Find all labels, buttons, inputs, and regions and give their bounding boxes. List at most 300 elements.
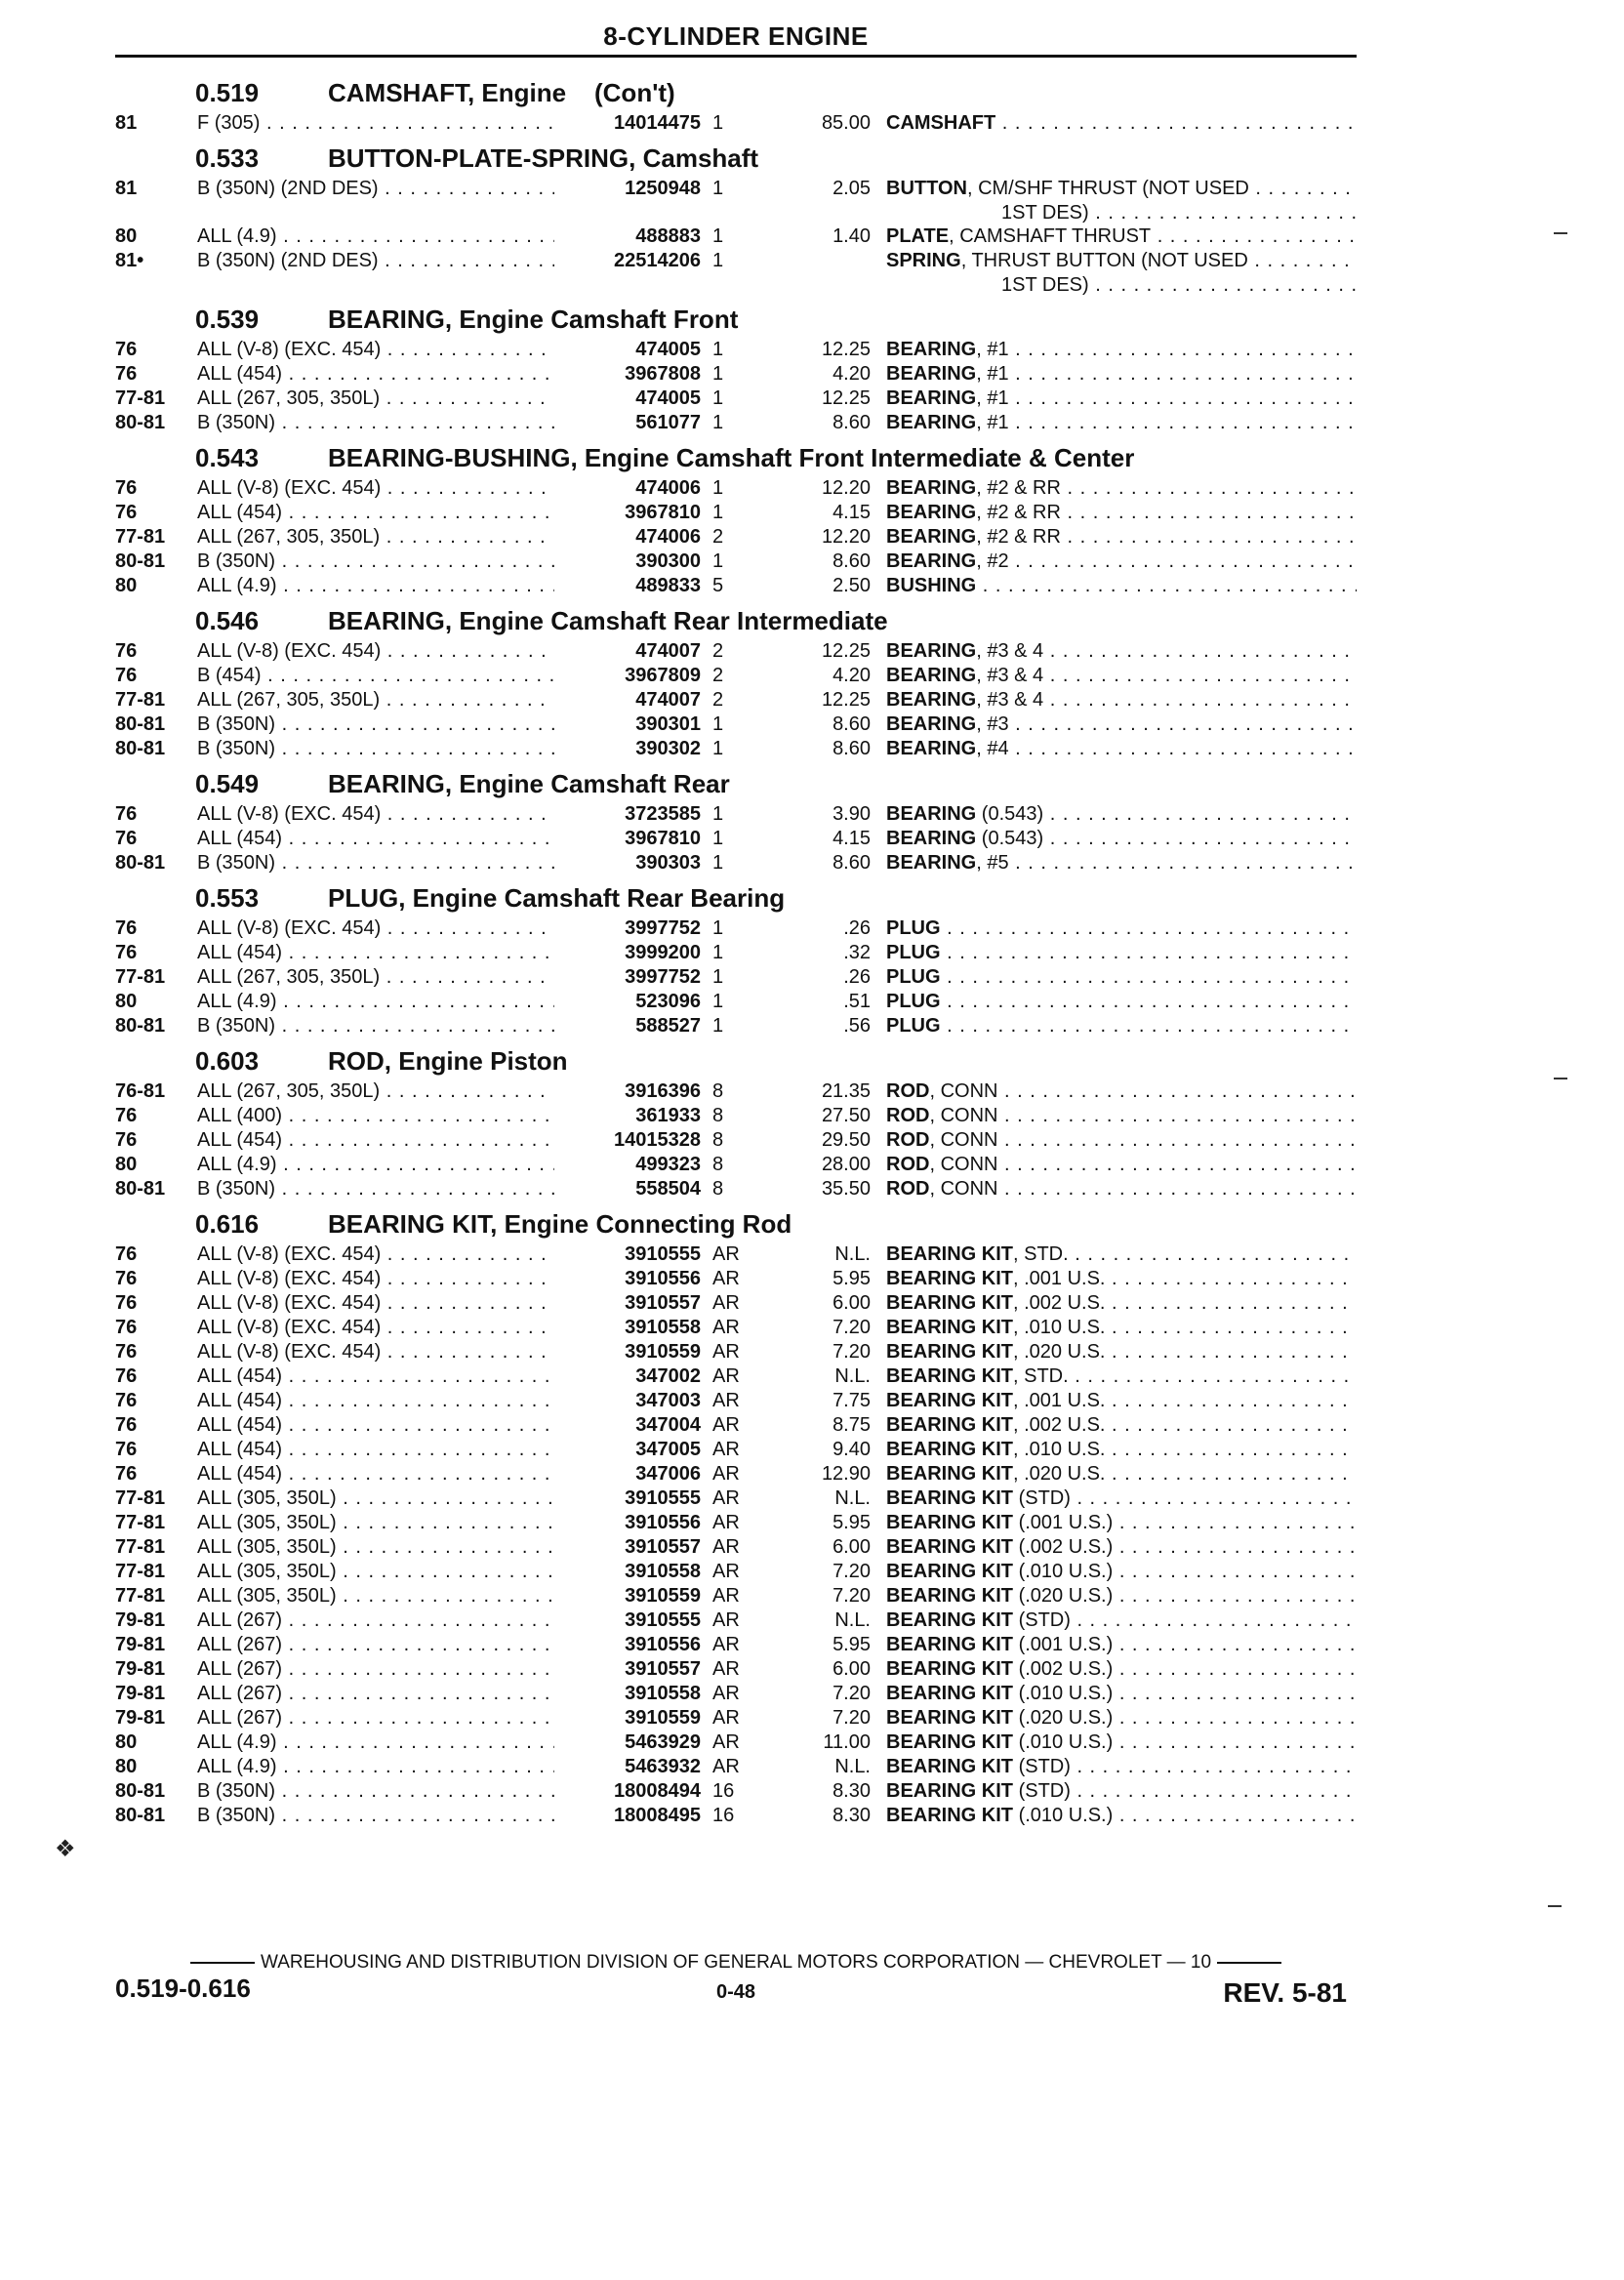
model-description: ALL (V-8) (EXC. 454) . . .: [197, 803, 580, 825]
model-cell: [197, 802, 580, 827]
part-description: BEARING, #3 & 4 . . .: [886, 639, 1357, 664]
model-cell: [197, 664, 580, 688]
description-cell: [886, 1584, 1357, 1608]
model-description: B (350N) . . .: [197, 852, 580, 874]
model-description: ALL (454) . . .: [197, 828, 580, 849]
parts-sections: [115, 70, 1357, 1828]
price: 4.20: [832, 363, 871, 385]
description-cell: [886, 1608, 1357, 1633]
part-description: SPRING, THRUST BUTTON (NOT USED . . .: [886, 249, 1357, 273]
model-year: 80-81: [115, 1015, 166, 1037]
part-description: BEARING, #3 & 4 . . .: [886, 664, 1357, 688]
table-row: [115, 1730, 1357, 1755]
part-number: 347005: [554, 1438, 701, 1462]
model-year: 77-81: [115, 1561, 166, 1582]
part-description: BEARING KIT, .010 U.S. . . .: [886, 1316, 1357, 1340]
model-year: 76-81: [115, 1080, 166, 1102]
quantity: 1: [712, 250, 724, 271]
description-cell: [886, 802, 1357, 827]
price: 8.60: [832, 412, 871, 433]
model-description: ALL (267) . . .: [197, 1658, 580, 1680]
margin-mark: [1554, 1078, 1567, 1079]
description-cell: [886, 1104, 1357, 1128]
model-description: ALL (4.9) . . .: [197, 575, 580, 596]
model-year: 79-81: [115, 1609, 166, 1631]
section-title: [115, 74, 1357, 111]
description-cell: [886, 1413, 1357, 1438]
model-year: 80-81: [115, 852, 166, 874]
description-cell: [886, 1177, 1357, 1201]
part-number: 3910559: [554, 1706, 701, 1730]
part-description: ROD, CONN . . .: [886, 1177, 1357, 1201]
part-description: BEARING, #1 . . .: [886, 387, 1357, 411]
quantity: 1: [712, 803, 724, 825]
table-row: [115, 1177, 1357, 1201]
quantity: AR: [712, 1268, 740, 1289]
part-description: BEARING, #1 . . .: [886, 411, 1357, 435]
description-cell: [886, 737, 1357, 761]
description-cell: [886, 1364, 1357, 1389]
model-cell: [197, 249, 580, 273]
part-number: 3910556: [554, 1633, 701, 1657]
price: N.L.: [834, 1365, 871, 1387]
part-description: BEARING, #1 . . .: [886, 338, 1357, 362]
section-heading: BUTTON-PLATE-SPRING, Camshaft: [328, 143, 759, 173]
model-cell: [197, 525, 580, 550]
table-row: [115, 1486, 1357, 1511]
price: N.L.: [834, 1756, 871, 1777]
model-year: 80-81: [115, 713, 166, 735]
part-number: 3910559: [554, 1584, 701, 1608]
model-description: ALL (305, 350L) . . .: [197, 1536, 580, 1558]
model-cell: [197, 550, 580, 574]
description-cell: [886, 827, 1357, 851]
model-year: 76: [115, 942, 138, 963]
model-description: ALL (V-8) (EXC. 454) . . .: [197, 1341, 580, 1363]
quantity: AR: [712, 1683, 740, 1704]
description-cell: [886, 1153, 1357, 1177]
part-number: 14015328: [554, 1128, 701, 1153]
price: 4.15: [832, 828, 871, 849]
model-description: ALL (V-8) (EXC. 454) . . .: [197, 1243, 580, 1265]
price: 5.95: [832, 1634, 871, 1655]
part-description: CAMSHAFT . . .: [886, 111, 1357, 136]
quantity: AR: [712, 1536, 740, 1558]
model-description: ALL (454) . . .: [197, 1414, 580, 1436]
model-year: 76: [115, 917, 138, 939]
table-row: [115, 1242, 1357, 1267]
quantity: AR: [712, 1341, 740, 1363]
model-description: ALL (454) . . .: [197, 1463, 580, 1485]
model-year: 80-81: [115, 1805, 166, 1826]
model-cell: [197, 362, 580, 387]
part-description: BEARING, #2 & RR . . .: [886, 476, 1357, 501]
price: 7.20: [832, 1341, 871, 1363]
part-description: BEARING KIT, STD. . . .: [886, 1242, 1357, 1267]
part-number: 474006: [554, 476, 701, 501]
part-description-cont: 1ST DES) . . .: [886, 273, 1357, 298]
margin-mark: [1548, 1905, 1562, 1907]
section-number: 0.539: [195, 305, 260, 334]
model-cell: [197, 476, 580, 501]
section-title: [115, 439, 1357, 476]
model-description: ALL (V-8) (EXC. 454) . . .: [197, 1317, 580, 1338]
section-number: 0.616: [195, 1209, 260, 1239]
quantity: 2: [712, 640, 724, 662]
price: 7.20: [832, 1585, 871, 1607]
price: 6.00: [832, 1536, 871, 1558]
quantity: 16: [712, 1805, 735, 1826]
table-row: [115, 1779, 1357, 1804]
description-cell: [886, 1511, 1357, 1535]
quantity: AR: [712, 1561, 740, 1582]
model-year: 79-81: [115, 1658, 166, 1680]
header-rule: [115, 55, 1357, 58]
part-description: BEARING KIT (.001 U.S.) . . .: [886, 1633, 1357, 1657]
model-cell: [197, 965, 580, 990]
model-year: 76: [115, 1317, 138, 1338]
model-description: ALL (267, 305, 350L) . . .: [197, 526, 580, 548]
model-description: ALL (267) . . .: [197, 1634, 580, 1655]
section-number: 0.543: [195, 443, 260, 472]
part-description: BEARING, #2 . . .: [886, 550, 1357, 574]
description-cell: [886, 916, 1357, 941]
table-row: [115, 550, 1357, 574]
model-description: ALL (V-8) (EXC. 454) . . .: [197, 477, 580, 499]
quantity: 8: [712, 1080, 724, 1102]
table-row: [115, 851, 1357, 875]
table-row: [115, 990, 1357, 1014]
model-description: B (350N) . . .: [197, 1805, 580, 1826]
section-number: 0.519: [195, 78, 260, 107]
part-number: 22514206: [554, 249, 701, 273]
description-cell: [886, 338, 1357, 362]
description-cell: [886, 1535, 1357, 1560]
model-year: 81: [115, 178, 138, 199]
model-cell: [197, 851, 580, 875]
part-number: 474005: [554, 338, 701, 362]
part-description: PLUG . . .: [886, 916, 1357, 941]
model-cell: [197, 111, 580, 136]
description-cell: [886, 1242, 1357, 1267]
table-row: [115, 1438, 1357, 1462]
model-cell: [197, 1104, 580, 1128]
part-number: 3910555: [554, 1486, 701, 1511]
model-year: 80-81: [115, 1780, 166, 1802]
table-row: [115, 1104, 1357, 1128]
section-heading: BEARING-BUSHING, Engine Camshaft Front Intermediate & Center: [328, 443, 1135, 472]
footer-division: WAREHOUSING AND DISTRIBUTION DIVISION OF GENERAL MOTORS CORPORATION — CHEVROLET — 10: [115, 1952, 1357, 1974]
part-description: BEARING, #1 . . .: [886, 362, 1357, 387]
part-number: 561077: [554, 411, 701, 435]
section-title: [115, 1205, 1357, 1242]
price: 7.20: [832, 1707, 871, 1729]
description-cell: [886, 1779, 1357, 1804]
price: 5.95: [832, 1512, 871, 1533]
price: 21.35: [821, 1080, 871, 1102]
quantity: 2: [712, 526, 724, 548]
model-description: ALL (V-8) (EXC. 454) . . .: [197, 640, 580, 662]
model-description: B (350N) . . .: [197, 412, 580, 433]
table-row: [115, 249, 1357, 297]
section-title: [115, 1042, 1357, 1079]
table-row: [115, 1682, 1357, 1706]
model-description: B (350N) . . .: [197, 550, 580, 572]
model-year: 80-81: [115, 412, 166, 433]
model-cell: [197, 1177, 580, 1201]
model-year: 76: [115, 1341, 138, 1363]
model-year: 76: [115, 363, 138, 385]
description-cell: [886, 411, 1357, 435]
part-description: PLUG . . .: [886, 990, 1357, 1014]
model-cell: [197, 1267, 580, 1291]
part-description: BEARING KIT, .001 U.S. . . .: [886, 1389, 1357, 1413]
part-number: 347002: [554, 1364, 701, 1389]
model-cell: [197, 990, 580, 1014]
part-description: PLUG . . .: [886, 965, 1357, 990]
table-row: [115, 338, 1357, 362]
model-cell: [197, 1438, 580, 1462]
description-cell: [886, 1486, 1357, 1511]
quantity: 8: [712, 1105, 724, 1126]
quantity: AR: [712, 1585, 740, 1607]
table-row: [115, 1267, 1357, 1291]
part-description: BEARING KIT (STD) . . .: [886, 1608, 1357, 1633]
price: N.L.: [834, 1487, 871, 1509]
quantity: AR: [712, 1756, 740, 1777]
table-row: [115, 1462, 1357, 1486]
quantity: AR: [712, 1731, 740, 1753]
model-cell: [197, 1242, 580, 1267]
footer-revision: REV. 5-81: [1223, 1977, 1347, 2008]
quantity: 1: [712, 550, 724, 572]
model-cell: [197, 1413, 580, 1438]
part-number: 5463932: [554, 1755, 701, 1779]
section-title: [115, 879, 1357, 916]
model-year: 76: [115, 1365, 138, 1387]
model-cell: [197, 1608, 580, 1633]
part-description: BEARING KIT (.002 U.S.) . . .: [886, 1535, 1357, 1560]
model-cell: [197, 1511, 580, 1535]
model-cell: [197, 1486, 580, 1511]
part-number: 18008495: [554, 1804, 701, 1828]
price: N.L.: [834, 1609, 871, 1631]
model-year: 77-81: [115, 1512, 166, 1533]
quantity: 2: [712, 689, 724, 711]
price: 9.40: [832, 1439, 871, 1460]
model-cell: [197, 737, 580, 761]
model-year: 80: [115, 1731, 138, 1753]
model-cell: [197, 1560, 580, 1584]
model-cell: [197, 1340, 580, 1364]
model-cell: [197, 1706, 580, 1730]
quantity: 8: [712, 1154, 724, 1175]
quantity: 1: [712, 738, 724, 759]
model-year: 76: [115, 477, 138, 499]
price: 12.90: [821, 1463, 871, 1485]
part-number: 390302: [554, 737, 701, 761]
description-cell: [886, 501, 1357, 525]
model-year: 76: [115, 339, 138, 360]
model-year: 80: [115, 991, 138, 1012]
model-description: ALL (267, 305, 350L) . . .: [197, 689, 580, 711]
table-row: [115, 574, 1357, 598]
table-row: [115, 941, 1357, 965]
model-cell: [197, 1079, 580, 1104]
model-year: 76: [115, 640, 138, 662]
part-description: BEARING KIT, .010 U.S. . . .: [886, 1438, 1357, 1462]
model-year: 80-81: [115, 550, 166, 572]
model-cell: [197, 1730, 580, 1755]
description-cell: [886, 476, 1357, 501]
part-number: 3910558: [554, 1560, 701, 1584]
part-description: BEARING KIT, .020 U.S. . . .: [886, 1462, 1357, 1486]
description-cell: [886, 249, 1357, 298]
description-cell: [886, 1560, 1357, 1584]
part-number: 390303: [554, 851, 701, 875]
description-cell: [886, 1340, 1357, 1364]
quantity: 2: [712, 665, 724, 686]
model-description: ALL (454) . . .: [197, 942, 580, 963]
price: N.L.: [834, 1243, 871, 1265]
table-row: [115, 1560, 1357, 1584]
table-row: [115, 1657, 1357, 1682]
quantity: 8: [712, 1129, 724, 1151]
price: 5.95: [832, 1268, 871, 1289]
model-year: 76: [115, 502, 138, 523]
model-cell: [197, 387, 580, 411]
description-cell: [886, 1657, 1357, 1682]
price: 85.00: [821, 112, 871, 134]
model-year: 81: [115, 112, 138, 134]
part-description: PLATE, CAMSHAFT THRUST . . .: [886, 224, 1357, 249]
model-description: ALL (305, 350L) . . .: [197, 1487, 580, 1509]
table-row: [115, 1804, 1357, 1828]
model-cell: [197, 1657, 580, 1682]
price: 8.60: [832, 852, 871, 874]
section-heading: ROD, Engine Piston: [328, 1046, 568, 1076]
model-year: 76: [115, 1105, 138, 1126]
description-cell: [886, 941, 1357, 965]
model-cell: [197, 1584, 580, 1608]
table-row: [115, 1014, 1357, 1038]
price: 2.05: [832, 178, 871, 199]
table-row: [115, 827, 1357, 851]
price: 28.00: [821, 1154, 871, 1175]
model-year: 77-81: [115, 526, 166, 548]
model-description: ALL (4.9) . . .: [197, 991, 580, 1012]
model-description: ALL (V-8) (EXC. 454) . . .: [197, 1268, 580, 1289]
quantity: 1: [712, 339, 724, 360]
section-heading: BEARING, Engine Camshaft Front: [328, 305, 739, 334]
price: 27.50: [821, 1105, 871, 1126]
model-cell: [197, 1316, 580, 1340]
price: 7.20: [832, 1561, 871, 1582]
description-cell: [886, 1462, 1357, 1486]
price: 29.50: [821, 1129, 871, 1151]
section-heading: BEARING, Engine Camshaft Rear Intermediate: [328, 606, 888, 635]
description-cell: [886, 550, 1357, 574]
table-row: [115, 1633, 1357, 1657]
part-description: BEARING KIT, .002 U.S. . . .: [886, 1291, 1357, 1316]
table-row: [115, 1153, 1357, 1177]
price: 8.60: [832, 550, 871, 572]
quantity: 1: [712, 412, 724, 433]
description-cell: [886, 990, 1357, 1014]
part-description: BEARING, #2 & RR . . .: [886, 525, 1357, 550]
model-description: ALL (4.9) . . .: [197, 225, 580, 247]
price: 3.90: [832, 803, 871, 825]
model-year: 77-81: [115, 689, 166, 711]
model-year: 76: [115, 1390, 138, 1411]
model-cell: [197, 501, 580, 525]
model-year: 76: [115, 1243, 138, 1265]
price: 7.75: [832, 1390, 871, 1411]
quantity: AR: [712, 1609, 740, 1631]
model-year: 76: [115, 1414, 138, 1436]
description-cell: [886, 177, 1357, 225]
model-cell: [197, 1462, 580, 1486]
table-row: [115, 111, 1357, 136]
description-cell: [886, 639, 1357, 664]
section-heading: BEARING, Engine Camshaft Rear: [328, 769, 730, 798]
price: 11.00: [823, 1731, 871, 1753]
quantity: 5: [712, 575, 724, 596]
price: 12.20: [821, 526, 871, 548]
model-cell: [197, 1364, 580, 1389]
model-cell: [197, 411, 580, 435]
description-cell: [886, 1804, 1357, 1828]
table-row: [115, 916, 1357, 941]
table-row: [115, 1511, 1357, 1535]
part-number: 474007: [554, 688, 701, 712]
model-description: B (350N) (2ND DES) . . .: [197, 178, 580, 199]
price: .26: [843, 917, 871, 939]
table-row: [115, 177, 1357, 224]
part-number: 14014475: [554, 111, 701, 136]
model-cell: [197, 177, 580, 201]
footer-page-number: 0-48: [715, 1981, 756, 2003]
model-description: B (350N) . . .: [197, 1015, 580, 1037]
model-cell: [197, 574, 580, 598]
part-description: ROD, CONN . . .: [886, 1104, 1357, 1128]
price: .51: [843, 991, 871, 1012]
model-year: 77-81: [115, 1487, 166, 1509]
table-row: [115, 224, 1357, 249]
model-description: ALL (267, 305, 350L) . . .: [197, 1080, 580, 1102]
description-cell: [886, 688, 1357, 712]
quantity: 1: [712, 942, 724, 963]
part-number: 3910557: [554, 1291, 701, 1316]
description-cell: [886, 1128, 1357, 1153]
table-row: [115, 1584, 1357, 1608]
part-description: BEARING KIT (.002 U.S.) . . .: [886, 1657, 1357, 1682]
table-row: [115, 501, 1357, 525]
model-description: B (350N) . . .: [197, 1780, 580, 1802]
price: 8.60: [832, 738, 871, 759]
model-description: ALL (267) . . .: [197, 1609, 580, 1631]
model-description: ALL (305, 350L) . . .: [197, 1561, 580, 1582]
price: 12.20: [821, 477, 871, 499]
description-cell: [886, 1316, 1357, 1340]
table-row: [115, 1389, 1357, 1413]
model-year: 79-81: [115, 1683, 166, 1704]
part-description: BEARING KIT (.010 U.S.) . . .: [886, 1682, 1357, 1706]
part-number: 3967808: [554, 362, 701, 387]
part-number: 390301: [554, 712, 701, 737]
model-description: F (305) . . .: [197, 112, 580, 134]
table-row: [115, 1316, 1357, 1340]
